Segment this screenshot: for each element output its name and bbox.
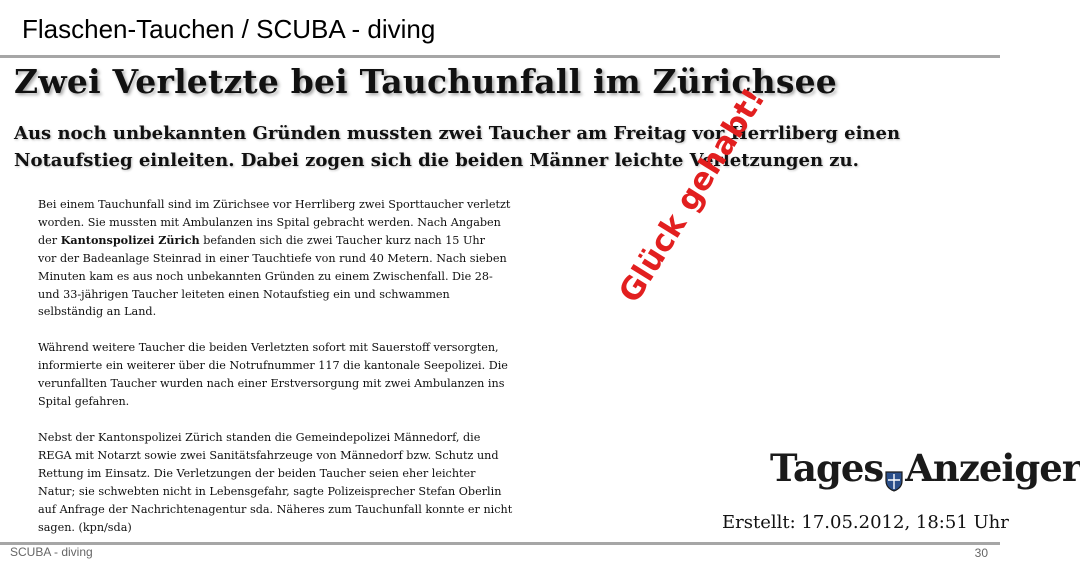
article-line: vor der Badeanlage Steinrad in einer Tauchtiefe von rund 40 Metern. Nach sieben [38,251,507,265]
article-line-text: der [38,233,61,247]
article-line: REGA mit Notarzt sowie zwei Sanitätsfahrzeuge von Männedorf bzw. Schutz und [38,448,499,462]
article-line: Rettung im Einsatz. Die Verletzungen der beiden Taucher seien eher leichter [38,466,476,480]
created-timestamp: Erstellt: 17.05.2012, 18:51 Uhr [722,512,1009,533]
article-line: sagen. (kpn/sda) [38,520,132,534]
article-headline: Zwei Verletzte bei Tauchunfall im Zürichsee [14,62,837,101]
article-line: Natur; sie schwebten nicht in Lebensgefahr, sagte Polizeisprecher Stefan Oberlin [38,484,502,498]
article-line: Bei einem Tauchunfall sind im Zürichsee vor Herrliberg zwei Sporttaucher verletzt [38,198,511,211]
article-line [38,232,483,250]
article-line: Minuten kam es aus noch unbekannten Gründen zu einem Zwischenfall. Die 28- [38,269,493,283]
title-divider [0,55,1000,58]
article-body [38,196,513,554]
article-paragraph [38,196,511,321]
article-line: Spital gefahren. [38,395,130,409]
article-line: verunfallten Taucher wurden nach einer Erstversorgung mit zwei Ambulanzen ins [38,377,505,391]
article-paragraph [38,429,513,536]
footer-text: SCUBA - diving [10,545,93,559]
article-lead: Aus noch unbekannten Gründen mussten zwei Taucher am Freitag vor Herrliberg einen Notaufstieg einleiten. Dabei zogen sich die beiden Männer leichte Verletzungen zu. [14,123,901,171]
article-line: und 33-jährigen Taucher leiteten einen Notaufstieg ein und schwammen [38,287,450,301]
article-line: selbständig an Land. [38,305,157,319]
logo-text-right: Anzeiger [905,446,1080,490]
footer-divider [0,542,1000,545]
article-paragraph [38,339,508,411]
article-line-text: befanden sich die zwei Taucher kurz nach 15 Uhr [199,233,485,247]
article-line: informierte ein weiterer über die Notrufnummer 117 die kantonale Seepolizei. Die [38,359,508,373]
article-line: Nebst der Kantonspolizei Zürich standen die Gemeindepolizei Männedorf, die [38,430,481,444]
article-line: auf Anfrage der Nachrichtenagentur sda. Näheres zum Tauchunfall konnte er nicht [38,502,513,516]
slide-title: Flaschen-Tauchen / SCUBA - diving [22,14,436,44]
logo-text-left: Tages [770,446,884,490]
article-line: Während weitere Taucher die beiden Verletzten sofort mit Sauerstoff versorgten, [38,341,499,355]
page-number: 30 [974,546,988,560]
police-name-bold: Kantonspolizei Zürich [60,232,200,247]
article-line: worden. Sie mussten mit Ambulanzen ins Spital gebracht werden. Nach Angaben [38,215,501,229]
tages-anzeiger-logo [770,446,1080,490]
crest-icon [884,457,904,479]
glueck-gehabt-stamp: Glück gehabt! [612,81,773,310]
